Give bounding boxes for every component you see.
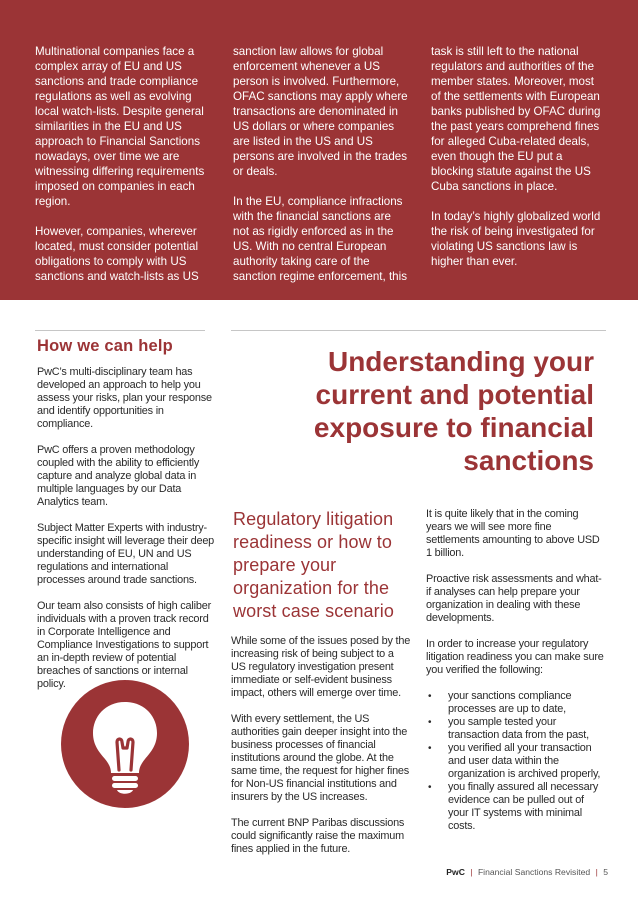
footer-brand: PwC [446,867,465,877]
checklist-item [426,716,606,742]
footer-separator: | [595,867,598,877]
body-paragraph: In order to increase your regulatory litigation readiness you can make sure you verified the following: [426,638,604,676]
help-paragraph: PwC’s multi-disciplinary team has developed an approach to help you assess your risks, plan your response and identify opportunities in compliance. [37,366,212,430]
checklist-item-text: your sanctions compliance processes are up to date, [448,690,572,715]
body-paragraph: While some of the issues posed by the increasing risk of being subject to a US regulatory investigation present immediate or self-evident business impact, others will emerge over time. [231,635,411,699]
checklist-item [426,742,606,781]
body-paragraph: The current BNP Paribas discussions could significantly raise the maximum fines applied in the future. [231,817,405,855]
intro-paragraph: sanction law allows for global enforcement whenever a US person is involved. Furthermore, OFAC sanctions may apply where transactions are denominated in US dollars or where companies are listed in the US and US persons are involved in the trades or deals. [233,45,408,178]
lightbulb-icon [61,680,189,808]
checklist-item-text: you verified all your transaction and user data within the organization is archived properly, [448,742,601,780]
footer-title: Financial Sanctions Revisited [477,867,591,877]
intro-paragraph: However, companies, wherever located, must consider potential obligations to comply with US sanctions and watch-lists as US [35,225,199,283]
page-heading: Understanding your current and potential exposure to financial sanctions [313,346,594,476]
bullet-icon: • [428,717,432,728]
page-footer [446,867,608,877]
intro-paragraph: Multinational companies face a complex array of EU and US sanctions and trade compliance regulations as well as evolving local watch-lists. Despite general similarities in the EU and US approach to Financial Sanctions nowadays, over time we are witnessing differing requirements imposed on companies in each region. [35,45,205,208]
checklist-item-text: you finally assured all necessary evidence can be pulled out of your IT systems with minimal costs. [448,781,599,832]
middle-column-body [231,635,411,869]
help-paragraph: Our team also consists of high caliber individuals with a proven track record in Corporate Intelligence and Compliance Investigations to support an in-depth review of potential breaches of sanctions or internal policy. [37,600,211,690]
footer-separator: | [470,867,473,877]
help-section-title: How we can help [37,337,173,355]
intro-paragraph: task is still left to the national regulators and authorities of the member states. Moreover, most of the settlements with European banks published by OFAC during the past years comprehend fines for alleged Cuba-related deals, even though the EU put a blocking statute against the US Cuba sanctions in place. [431,45,601,193]
body-paragraph: Proactive risk assessments and what-if analyses can help prepare your organization in dealing with these developments. [426,573,602,624]
help-paragraph: PwC offers a proven methodology coupled with the ability to efficiently capture and analyze global data in multiple languages by our Data Analytics team. [37,444,200,508]
intro-band [0,0,638,300]
body-paragraph: With every settlement, the US authorities gain deeper insight into the business processes of financial institutions around the globe. At the same time, the request for higher fines for Non-US financial institutions and insurers by the US increases. [231,713,410,803]
intro-column-1 [35,44,205,299]
intro-paragraph: In today’s highly globalized world the risk of being investigated for violating US sanctions law is higher than ever. [431,210,601,268]
body-paragraph: It is quite likely that in the coming years we will see more fine settlements amounting to above USD 1 billion. [426,508,600,559]
checklist-item-text: you sample tested your transaction data from the past, [448,716,589,741]
intro-paragraph: In the EU, compliance infractions with the financial sanctions are not as rigidly enforced as in the US. With no central European authority taking care of the sanction regime enforcement, this [233,195,407,283]
lightbulb-badge [61,680,189,808]
help-paragraph: Subject Matter Experts with industry-specific insight will leverage their deep understanding of EU, UN and US regulations and international processes around trade sanctions. [37,522,215,586]
bullet-icon: • [428,743,432,754]
page-number: 5 [603,867,608,877]
checklist [426,690,606,833]
section-divider [231,330,606,331]
section-divider [35,330,205,331]
bullet-icon: • [428,782,432,793]
checklist-item [426,781,606,833]
checklist-item [426,690,606,716]
right-column-body [426,508,606,833]
intro-column-2 [233,44,408,299]
intro-column-3 [431,44,606,284]
help-section-body [37,366,215,704]
bullet-icon: • [428,691,432,702]
section-subheading: Regulatory litigation readiness or how to prepare your organization for the worst case scenario [233,509,394,621]
